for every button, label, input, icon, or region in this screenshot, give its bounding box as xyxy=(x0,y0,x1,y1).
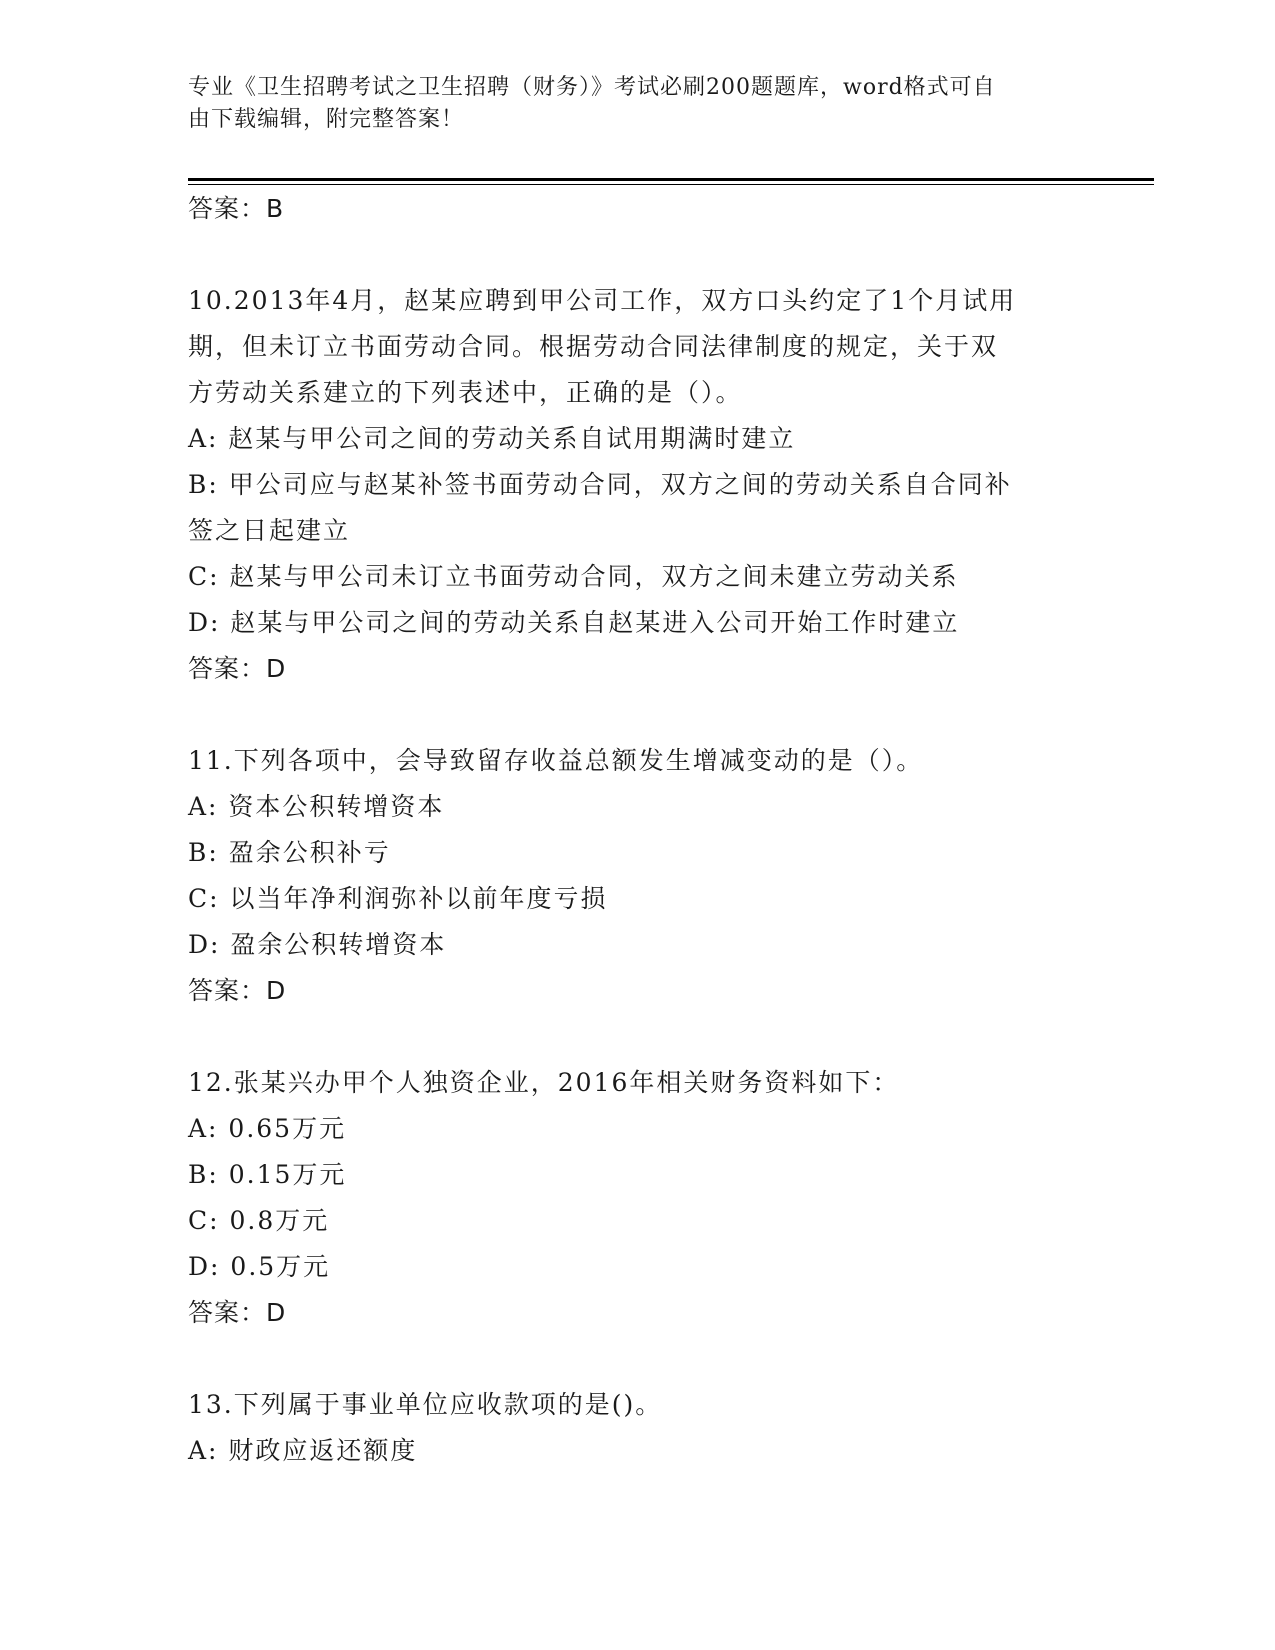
spacer xyxy=(188,1336,1088,1382)
spacer xyxy=(188,692,1088,738)
answer-line: 答案：D xyxy=(188,1298,287,1327)
answer-line: 答案：B xyxy=(188,194,285,223)
spacer xyxy=(188,232,1088,278)
option-c: C: 0.8万元 xyxy=(188,1206,330,1235)
option-d: D: 0.5万元 xyxy=(188,1252,331,1281)
question-block xyxy=(188,1382,1088,1474)
question-stem: 11.下列各项中，会导致留存收益总额发生增减变动的是（）。 xyxy=(188,746,924,775)
option-a: A: 财政应返还额度 xyxy=(188,1436,418,1465)
spacer xyxy=(188,1014,1088,1060)
question-stem: 10.2013年4月，赵某应聘到甲公司工作，双方口头约定了1个月试用 xyxy=(188,286,1017,315)
question-stem: 方劳动关系建立的下列表述中，正确的是（）。 xyxy=(188,378,743,407)
header-line-2: 由下载编辑，附完整答案！ xyxy=(188,107,465,132)
option-b: B: 盈余公积补亏 xyxy=(188,838,391,867)
option-b: B: 甲公司应与赵某补签书面劳动合同，双方之间的劳动关系自合同补 xyxy=(188,470,1012,499)
question-block xyxy=(188,278,1088,692)
document-header xyxy=(188,72,1088,136)
question-stem: 13.下列属于事业单位应收款项的是()。 xyxy=(188,1390,663,1419)
answer-line: 答案：D xyxy=(188,976,287,1005)
option-d: D: 盈余公积转增资本 xyxy=(188,930,447,959)
option-a: A: 0.65万元 xyxy=(188,1114,347,1143)
question-block xyxy=(188,1060,1088,1336)
option-b: B: 0.15万元 xyxy=(188,1160,347,1189)
question-block xyxy=(188,738,1088,1014)
option-a: A: 赵某与甲公司之间的劳动关系自试用期满时建立 xyxy=(188,424,796,453)
question-stem: 期，但未订立书面劳动合同。根据劳动合同法律制度的规定，关于双 xyxy=(188,332,999,361)
answer-line: 答案：D xyxy=(188,654,287,683)
document-body xyxy=(188,186,1088,1474)
header-rule-thin xyxy=(188,184,1154,185)
option-c: C: 赵某与甲公司未订立书面劳动合同，双方之间未建立劳动关系 xyxy=(188,562,959,591)
header-line-1: 专业《卫生招聘考试之卫生招聘（财务）》考试必刷200题题库，word格式可自 xyxy=(188,75,996,100)
option-b-continued: 签之日起建立 xyxy=(188,516,351,545)
question-stem: 12.张某兴办甲个人独资企业，2016年相关财务资料如下： xyxy=(188,1068,900,1097)
option-c: C: 以当年净利润弥补以前年度亏损 xyxy=(188,884,608,913)
option-a: A: 资本公积转增资本 xyxy=(188,792,445,821)
header-rule-thick xyxy=(188,178,1154,181)
option-d: D: 赵某与甲公司之间的劳动关系自赵某进入公司开始工作时建立 xyxy=(188,608,960,637)
